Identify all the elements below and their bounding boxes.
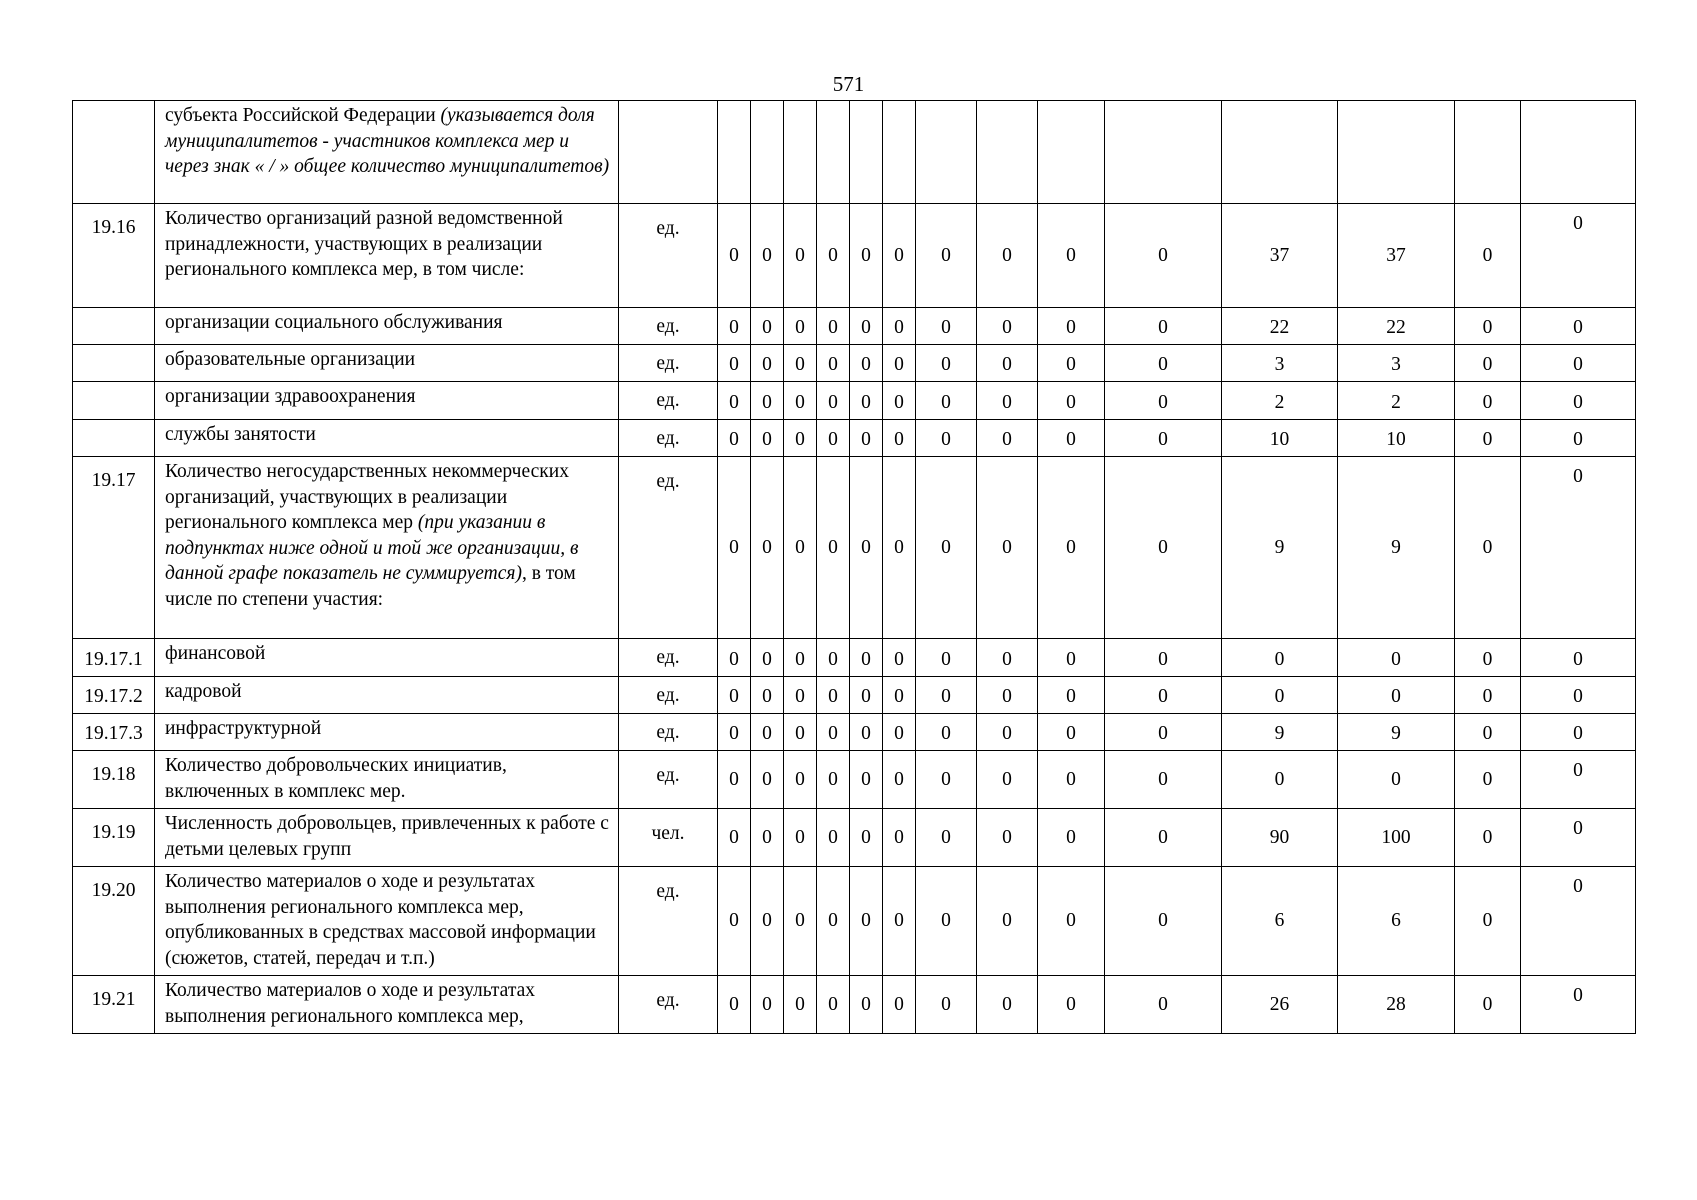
- last-value-cell: 0: [1521, 382, 1636, 420]
- value-cell: 0: [1338, 639, 1455, 677]
- value-cell: 0: [1105, 976, 1222, 1034]
- indicators-table: [72, 100, 1636, 1034]
- value-cell: 0: [817, 867, 850, 976]
- value-cell: 0: [1105, 677, 1222, 714]
- value-cell: 0: [883, 714, 916, 751]
- value-cell: 0: [1105, 308, 1222, 345]
- value-cell: 0: [784, 809, 817, 867]
- value-cell: 0: [817, 714, 850, 751]
- value-cell: 0: [718, 420, 751, 457]
- table-row: [73, 976, 1636, 1034]
- indicator-name: [155, 420, 619, 457]
- indicator-name: [155, 976, 619, 1034]
- value-cell: 0: [916, 809, 977, 867]
- value-cell: 0: [817, 639, 850, 677]
- indicator-name: [155, 867, 619, 976]
- value-cell: 0: [883, 420, 916, 457]
- value-cell: 0: [1038, 308, 1105, 345]
- value-cell: 9: [1222, 457, 1338, 639]
- value-cell: 0: [1455, 639, 1521, 677]
- value-cell: 0: [718, 204, 751, 308]
- value-cell: 28: [1338, 976, 1455, 1034]
- value-cell: 0: [1455, 382, 1521, 420]
- table-row: [73, 457, 1636, 639]
- table-row: [73, 751, 1636, 809]
- value-cell: 0: [977, 457, 1038, 639]
- unit-cell: ед.: [619, 204, 718, 308]
- value-cell: 0: [784, 345, 817, 382]
- indicator-text: службы занятости: [165, 424, 316, 445]
- indicator-text: организации здравоохранения: [165, 386, 416, 407]
- value-cell: 0: [784, 867, 817, 976]
- value-cell: 3: [1222, 345, 1338, 382]
- unit-cell: ед.: [619, 382, 718, 420]
- value-cell: 0: [784, 976, 817, 1034]
- value-cell: 0: [1455, 867, 1521, 976]
- value-cell: 0: [784, 308, 817, 345]
- value-cell: 0: [751, 976, 784, 1034]
- value-cell: 0: [850, 714, 883, 751]
- value-cell: 10: [1222, 420, 1338, 457]
- value-cell: 0: [1455, 976, 1521, 1034]
- value-cell: 0: [1038, 751, 1105, 809]
- value-cell: 0: [751, 308, 784, 345]
- row-number: [73, 382, 155, 420]
- page-number: 571: [832, 72, 865, 96]
- value-cell: 2: [1222, 382, 1338, 420]
- value-cell: 0: [850, 457, 883, 639]
- value-cell: 0: [977, 677, 1038, 714]
- value-cell: 0: [817, 382, 850, 420]
- row-number: [73, 420, 155, 457]
- value-cell: [1105, 101, 1222, 204]
- unit-cell: ед.: [619, 345, 718, 382]
- value-cell: 0: [916, 382, 977, 420]
- value-cell: 0: [1338, 677, 1455, 714]
- row-number: [73, 101, 155, 204]
- value-cell: 0: [718, 976, 751, 1034]
- value-cell: 0: [1038, 714, 1105, 751]
- value-cell: 6: [1338, 867, 1455, 976]
- last-value-cell: 0: [1521, 751, 1636, 809]
- unit-cell: ед.: [619, 677, 718, 714]
- value-cell: 0: [817, 204, 850, 308]
- last-value-cell: 0: [1521, 867, 1636, 976]
- indicator-text: Количество добровольческих инициатив, включенных в комплекс мер.: [165, 755, 507, 802]
- table-row: [73, 714, 1636, 751]
- value-cell: 0: [916, 457, 977, 639]
- value-cell: 0: [784, 751, 817, 809]
- value-cell: 0: [916, 420, 977, 457]
- value-cell: 0: [1455, 345, 1521, 382]
- row-number: 19.17.3: [73, 714, 155, 751]
- value-cell: 0: [1338, 751, 1455, 809]
- value-cell: 0: [784, 639, 817, 677]
- value-cell: 0: [883, 751, 916, 809]
- value-cell: 0: [751, 345, 784, 382]
- value-cell: [977, 101, 1038, 204]
- table-row: [73, 677, 1636, 714]
- value-cell: 0: [1105, 457, 1222, 639]
- value-cell: 0: [784, 420, 817, 457]
- value-cell: 0: [883, 809, 916, 867]
- last-value-cell: 0: [1521, 976, 1636, 1034]
- indicator-text: , в том числе по степени участия:: [165, 563, 576, 610]
- row-number: [73, 345, 155, 382]
- value-cell: 0: [784, 204, 817, 308]
- value-cell: 9: [1222, 714, 1338, 751]
- value-cell: 0: [718, 809, 751, 867]
- value-cell: 100: [1338, 809, 1455, 867]
- value-cell: 0: [977, 382, 1038, 420]
- value-cell: 0: [977, 867, 1038, 976]
- last-value-cell: 0: [1521, 677, 1636, 714]
- last-value-cell: 0: [1521, 308, 1636, 345]
- value-cell: 0: [817, 677, 850, 714]
- value-cell: 0: [1038, 420, 1105, 457]
- value-cell: [751, 101, 784, 204]
- unit-cell: ед.: [619, 308, 718, 345]
- value-cell: 0: [850, 382, 883, 420]
- value-cell: 0: [850, 751, 883, 809]
- value-cell: 90: [1222, 809, 1338, 867]
- indicator-text: Численность добровольцев, привлеченных к работе с детьми целевых групп: [165, 813, 609, 860]
- last-value-cell: 0: [1521, 457, 1636, 639]
- value-cell: 0: [718, 751, 751, 809]
- value-cell: 0: [751, 714, 784, 751]
- indicator-name: [155, 101, 619, 204]
- table-row: [73, 101, 1636, 204]
- value-cell: 0: [784, 677, 817, 714]
- row-number: 19.17.1: [73, 639, 155, 677]
- value-cell: 0: [977, 714, 1038, 751]
- unit-cell: ед.: [619, 457, 718, 639]
- value-cell: 0: [883, 382, 916, 420]
- row-number: 19.17: [73, 457, 155, 639]
- value-cell: 0: [916, 714, 977, 751]
- value-cell: 0: [751, 457, 784, 639]
- value-cell: 0: [817, 809, 850, 867]
- value-cell: 0: [916, 308, 977, 345]
- value-cell: 3: [1338, 345, 1455, 382]
- value-cell: 0: [916, 677, 977, 714]
- value-cell: 0: [1038, 345, 1105, 382]
- value-cell: 0: [883, 308, 916, 345]
- value-cell: 0: [850, 809, 883, 867]
- value-cell: 22: [1222, 308, 1338, 345]
- value-cell: 0: [916, 867, 977, 976]
- value-cell: 0: [1455, 457, 1521, 639]
- value-cell: 0: [850, 677, 883, 714]
- value-cell: 0: [883, 204, 916, 308]
- value-cell: 0: [977, 420, 1038, 457]
- value-cell: 0: [751, 809, 784, 867]
- value-cell: 0: [850, 639, 883, 677]
- indicator-text: инфраструктурной: [165, 718, 322, 739]
- value-cell: 0: [817, 308, 850, 345]
- value-cell: 0: [751, 420, 784, 457]
- value-cell: 0: [1105, 751, 1222, 809]
- value-cell: 0: [718, 714, 751, 751]
- value-cell: 0: [1105, 382, 1222, 420]
- value-cell: 0: [1105, 867, 1222, 976]
- value-cell: 0: [883, 867, 916, 976]
- value-cell: 22: [1338, 308, 1455, 345]
- indicator-text: Количество негосударственных некоммерческих организаций, участвующих в реализации регионального комплекса мер: [165, 461, 569, 533]
- value-cell: 0: [1222, 751, 1338, 809]
- value-cell: 0: [977, 809, 1038, 867]
- value-cell: 0: [1222, 677, 1338, 714]
- indicator-note: (при указании в подпунктах ниже одной и той же организации, в данной графе показатель не суммируется): [165, 512, 579, 584]
- value-cell: 0: [916, 751, 977, 809]
- value-cell: 0: [883, 457, 916, 639]
- value-cell: 0: [1455, 308, 1521, 345]
- unit-cell: ед.: [619, 751, 718, 809]
- value-cell: 0: [977, 639, 1038, 677]
- value-cell: 0: [850, 204, 883, 308]
- value-cell: 0: [817, 457, 850, 639]
- value-cell: 0: [1105, 639, 1222, 677]
- unit-cell: ед.: [619, 867, 718, 976]
- value-cell: 0: [817, 976, 850, 1034]
- value-cell: 0: [817, 420, 850, 457]
- value-cell: 0: [718, 345, 751, 382]
- last-value-cell: 0: [1521, 714, 1636, 751]
- unit-cell: ед.: [619, 639, 718, 677]
- value-cell: 37: [1338, 204, 1455, 308]
- value-cell: 0: [1455, 751, 1521, 809]
- value-cell: 0: [1105, 420, 1222, 457]
- table-row: [73, 420, 1636, 457]
- value-cell: [784, 101, 817, 204]
- value-cell: 0: [751, 867, 784, 976]
- value-cell: 0: [850, 420, 883, 457]
- value-cell: 0: [1105, 809, 1222, 867]
- value-cell: 0: [1105, 714, 1222, 751]
- indicator-text: организации социального обслуживания: [165, 312, 503, 333]
- value-cell: 0: [1038, 976, 1105, 1034]
- value-cell: 2: [1338, 382, 1455, 420]
- unit-cell: ед.: [619, 976, 718, 1034]
- row-number: 19.19: [73, 809, 155, 867]
- value-cell: 0: [1038, 639, 1105, 677]
- value-cell: 0: [718, 308, 751, 345]
- value-cell: [1222, 101, 1338, 204]
- row-number: 19.18: [73, 751, 155, 809]
- value-cell: 37: [1222, 204, 1338, 308]
- value-cell: 0: [1455, 714, 1521, 751]
- table-row: [73, 639, 1636, 677]
- value-cell: 0: [718, 867, 751, 976]
- indicator-name: [155, 751, 619, 809]
- value-cell: 0: [916, 204, 977, 308]
- value-cell: 0: [883, 639, 916, 677]
- row-number: 19.16: [73, 204, 155, 308]
- indicator-text: финансовой: [165, 643, 266, 664]
- value-cell: 0: [850, 867, 883, 976]
- value-cell: 0: [751, 382, 784, 420]
- indicator-name: [155, 714, 619, 751]
- indicator-name: [155, 308, 619, 345]
- value-cell: [1455, 101, 1521, 204]
- indicator-text: Количество материалов о ходе и результатах выполнения регионального комплекса мер,: [165, 980, 535, 1027]
- value-cell: 9: [1338, 457, 1455, 639]
- indicator-text: кадровой: [165, 681, 242, 702]
- value-cell: 0: [718, 677, 751, 714]
- value-cell: [850, 101, 883, 204]
- indicator-name: [155, 639, 619, 677]
- value-cell: 0: [1455, 420, 1521, 457]
- value-cell: 0: [1038, 204, 1105, 308]
- value-cell: 6: [1222, 867, 1338, 976]
- indicator-note: (указывается доля муниципалитетов - участников комплекса мер и через знак « / » общее количество муниципалитетов): [165, 105, 610, 177]
- table-row: [73, 382, 1636, 420]
- value-cell: 0: [916, 345, 977, 382]
- value-cell: 0: [977, 345, 1038, 382]
- unit-cell: чел.: [619, 809, 718, 867]
- value-cell: 0: [1038, 457, 1105, 639]
- value-cell: 0: [977, 976, 1038, 1034]
- value-cell: 0: [1455, 677, 1521, 714]
- value-cell: 0: [977, 308, 1038, 345]
- value-cell: 0: [718, 639, 751, 677]
- indicator-name: [155, 457, 619, 639]
- value-cell: 0: [883, 976, 916, 1034]
- indicator-text: Количество организаций разной ведомственной принадлежности, участвующих в реализации регионального комплекса мер, в том числе:: [165, 208, 563, 280]
- value-cell: 0: [751, 751, 784, 809]
- indicator-name: [155, 382, 619, 420]
- last-value-cell: 0: [1521, 204, 1636, 308]
- value-cell: 0: [751, 677, 784, 714]
- value-cell: 0: [784, 714, 817, 751]
- table-body: [73, 101, 1636, 1034]
- value-cell: [1038, 101, 1105, 204]
- value-cell: [916, 101, 977, 204]
- value-cell: 0: [1455, 204, 1521, 308]
- row-number: 19.21: [73, 976, 155, 1034]
- row-number: [73, 308, 155, 345]
- unit-cell: ед.: [619, 714, 718, 751]
- value-cell: 0: [784, 382, 817, 420]
- table-row: [73, 867, 1636, 976]
- value-cell: 10: [1338, 420, 1455, 457]
- value-cell: 0: [850, 345, 883, 382]
- value-cell: 0: [883, 345, 916, 382]
- value-cell: 0: [1038, 867, 1105, 976]
- value-cell: [718, 101, 751, 204]
- value-cell: 0: [817, 345, 850, 382]
- indicator-name: [155, 345, 619, 382]
- value-cell: [817, 101, 850, 204]
- value-cell: 0: [1038, 809, 1105, 867]
- table-row: [73, 809, 1636, 867]
- row-number: 19.20: [73, 867, 155, 976]
- indicator-text: образовательные организации: [165, 349, 416, 370]
- last-value-cell: 0: [1521, 639, 1636, 677]
- table-row: [73, 345, 1636, 382]
- value-cell: 0: [977, 751, 1038, 809]
- unit-cell: [619, 101, 718, 204]
- table-row: [73, 308, 1636, 345]
- indicator-name: [155, 677, 619, 714]
- value-cell: 0: [784, 457, 817, 639]
- value-cell: [1338, 101, 1455, 204]
- row-number: 19.17.2: [73, 677, 155, 714]
- table-row: [73, 204, 1636, 308]
- value-cell: 0: [1105, 204, 1222, 308]
- value-cell: 0: [850, 308, 883, 345]
- value-cell: 0: [1038, 382, 1105, 420]
- value-cell: 0: [817, 751, 850, 809]
- last-value-cell: 0: [1521, 345, 1636, 382]
- indicator-name: [155, 204, 619, 308]
- value-cell: 0: [883, 677, 916, 714]
- value-cell: 0: [850, 976, 883, 1034]
- value-cell: 9: [1338, 714, 1455, 751]
- value-cell: 26: [1222, 976, 1338, 1034]
- value-cell: 0: [977, 204, 1038, 308]
- value-cell: 0: [1222, 639, 1338, 677]
- indicator-text: Количество материалов о ходе и результатах выполнения регионального комплекса мер, опубликованных в средствах массовой информации (сюжетов, статей, передач и т.п.): [165, 871, 596, 969]
- value-cell: 0: [718, 382, 751, 420]
- value-cell: 0: [751, 204, 784, 308]
- unit-cell: ед.: [619, 420, 718, 457]
- value-cell: [883, 101, 916, 204]
- value-cell: 0: [916, 639, 977, 677]
- value-cell: 0: [718, 457, 751, 639]
- value-cell: 0: [1105, 345, 1222, 382]
- last-value-cell: [1521, 101, 1636, 204]
- value-cell: 0: [1038, 677, 1105, 714]
- indicator-name: [155, 809, 619, 867]
- value-cell: 0: [1455, 809, 1521, 867]
- last-value-cell: 0: [1521, 809, 1636, 867]
- value-cell: 0: [751, 639, 784, 677]
- value-cell: 0: [916, 976, 977, 1034]
- last-value-cell: 0: [1521, 420, 1636, 457]
- indicator-text: субъекта Российской Федерации: [165, 105, 436, 126]
